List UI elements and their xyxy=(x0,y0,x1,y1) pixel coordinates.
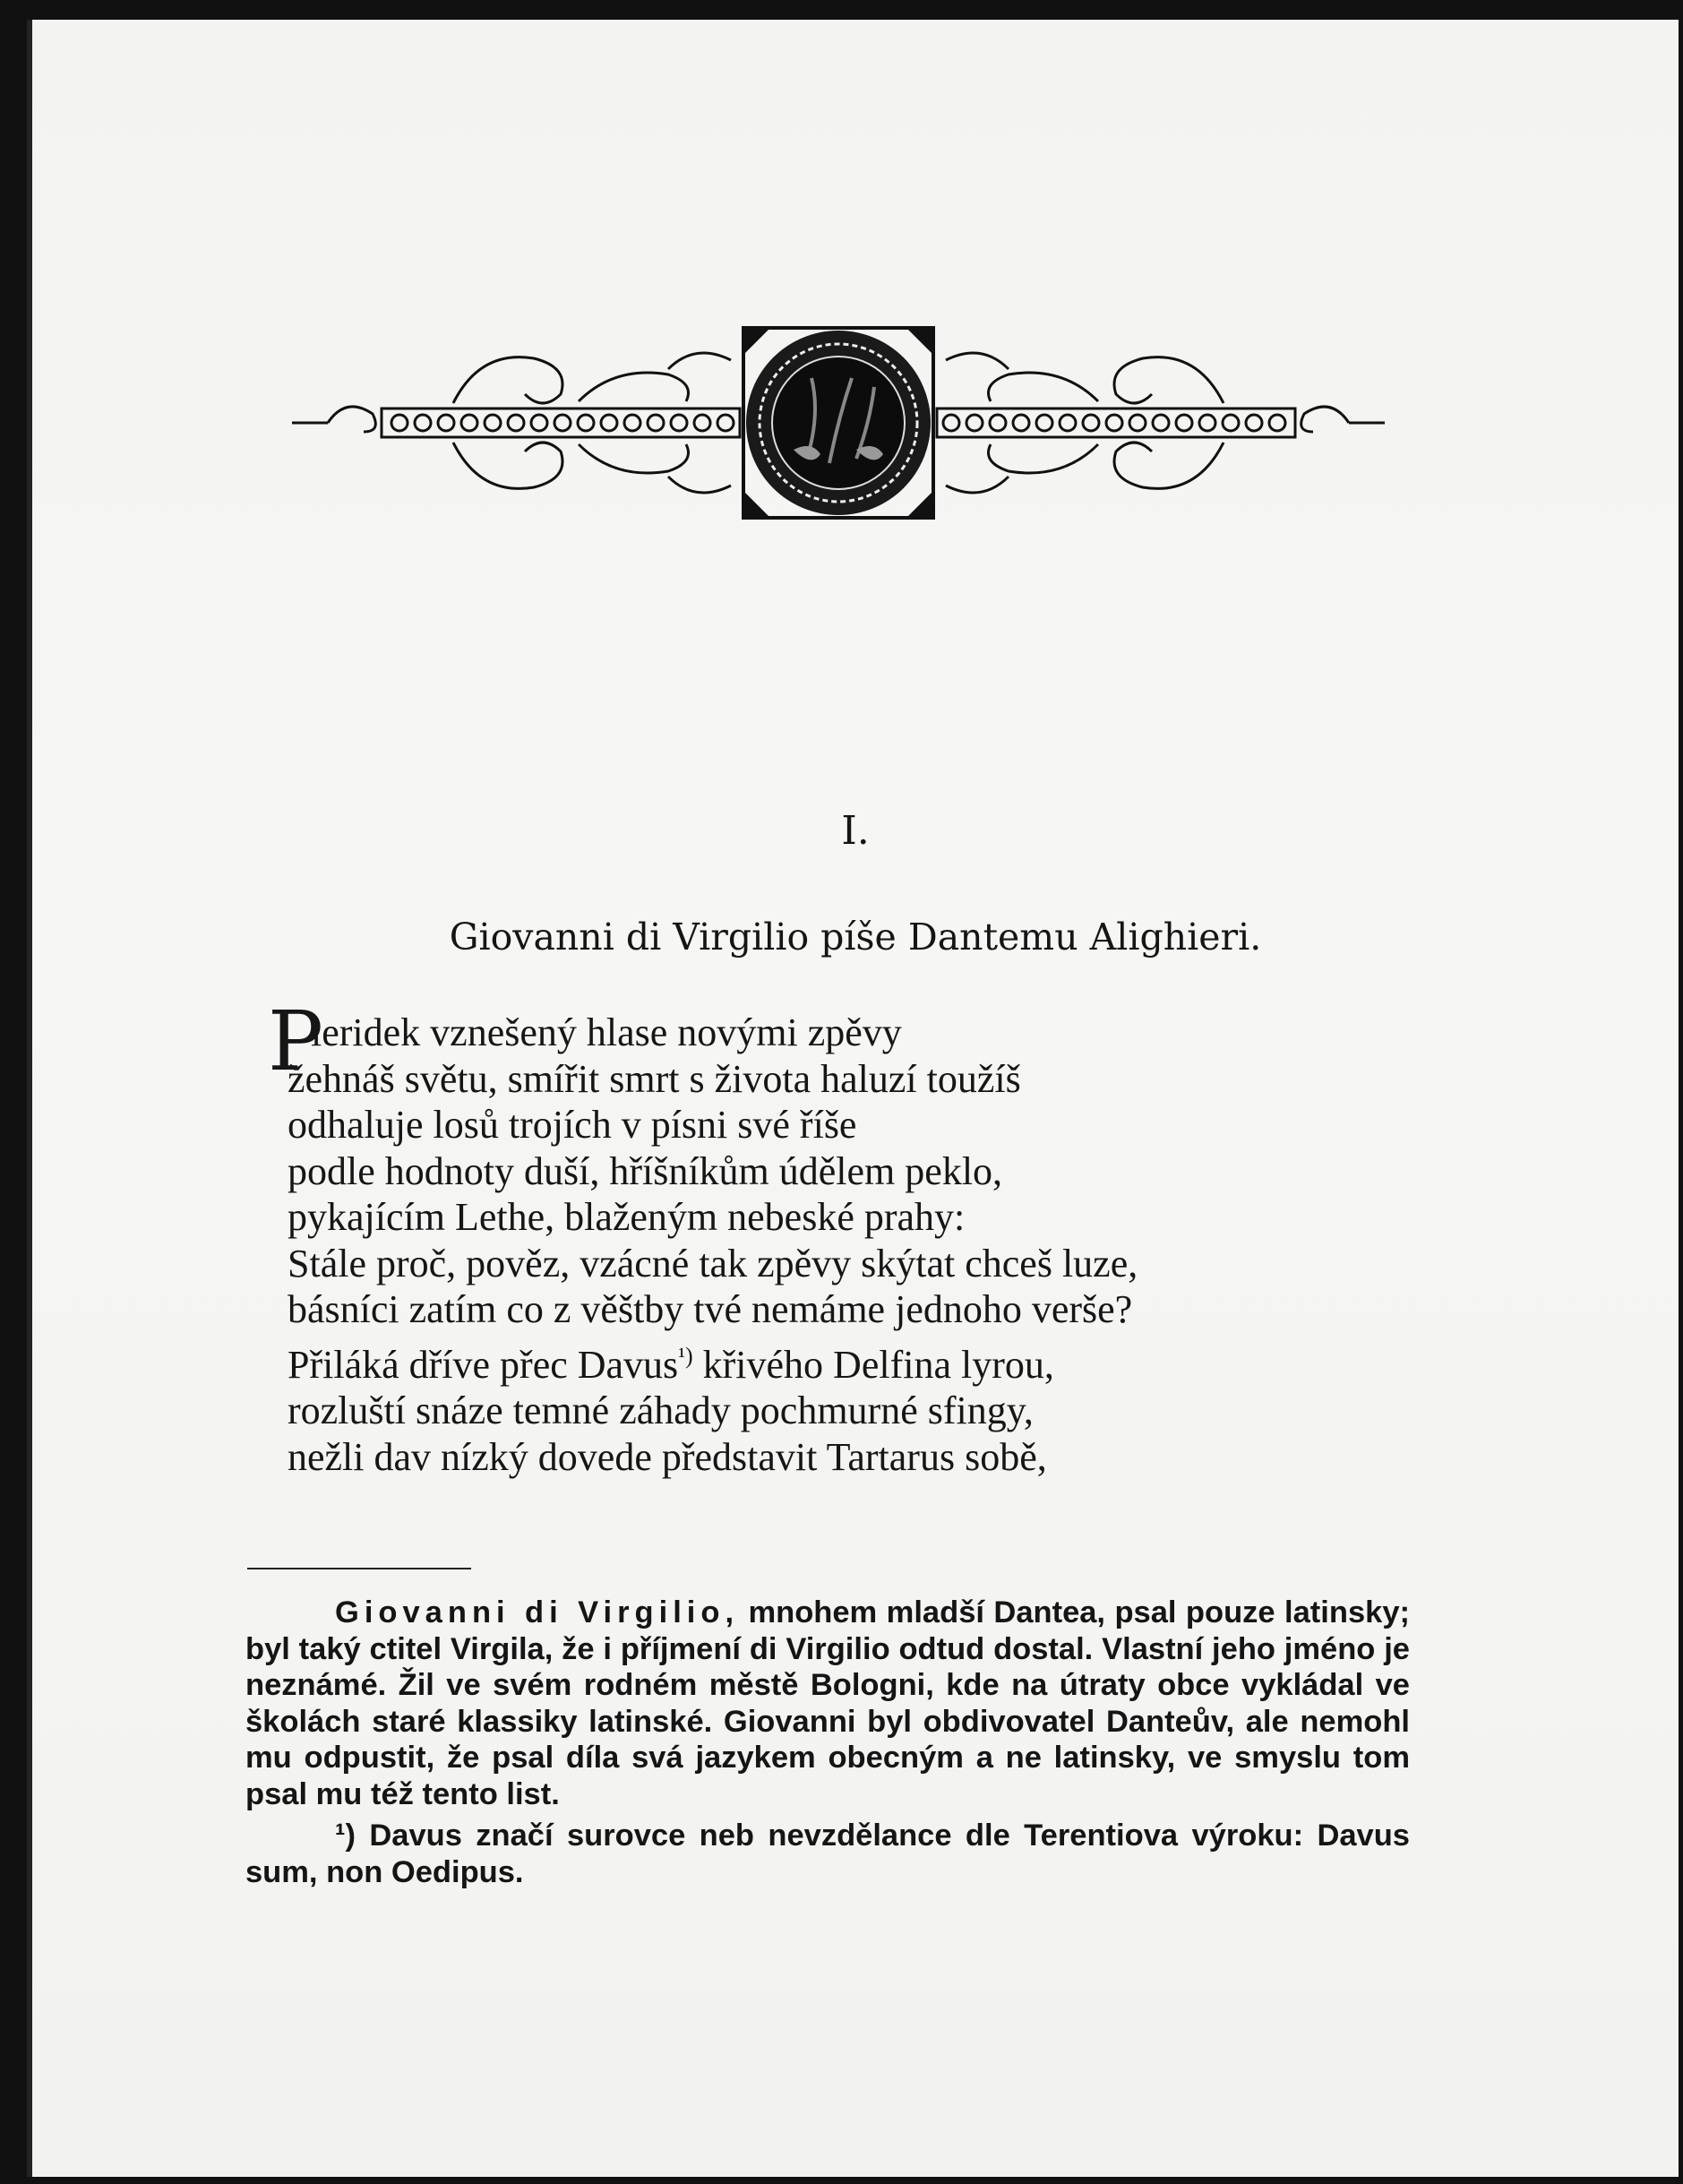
footnotes xyxy=(245,1595,1410,1896)
book-page xyxy=(27,20,1679,2177)
chapter-title: Giovanni di Virgilio píše Dantemu Alighieri. xyxy=(449,916,1262,959)
footnote-2 xyxy=(245,1818,1410,1890)
decorative-headpiece-ornament xyxy=(292,315,1385,530)
poem-line: pykajícím Lethe, blaženým nebeské prahy: xyxy=(288,1195,966,1239)
poem xyxy=(268,993,1452,1480)
footnote-text: Davus značí surovce neb nevzdělance dle Terentiova výroku: Davus sum, non Oedipus. xyxy=(245,1819,1410,1889)
poem-line-text: křivého Delfina lyrou, xyxy=(692,1342,1054,1387)
poem-line: žehnáš světu, smířit smrt s života haluzí toužíš xyxy=(288,1056,1021,1101)
drop-cap-letter: P xyxy=(268,993,323,1089)
footnote-separator xyxy=(247,1568,471,1569)
footnote-1 xyxy=(245,1595,1410,1812)
chapter-number: I. xyxy=(841,808,870,854)
footnote-marker: ¹) xyxy=(335,1819,356,1853)
poem-line: odhaluje losů trojích v písni své říše xyxy=(288,1103,857,1147)
poem-line: ieridek vznešený hlase novými zpěvy xyxy=(311,1010,902,1054)
poem-line: podle hodnoty duší, hříšníkům údělem peklo, xyxy=(288,1148,1003,1193)
poem-line: Stále proč, pověz, vzácné tak zpěvy skýtat chceš luze, xyxy=(288,1241,1138,1285)
footnote-name: Giovanni di Virgilio, xyxy=(335,1595,740,1629)
footnote-reference: ¹) xyxy=(678,1342,693,1369)
poem-line-text: Přiláká dříve přec Davus xyxy=(288,1342,679,1387)
poem-line xyxy=(288,1333,1452,1389)
poem-line: rozluští snáze temné záhady pochmurné sfingy, xyxy=(288,1389,1034,1432)
poem-line: nežli dav nízký dovede představit Tartarus sobě, xyxy=(288,1434,1047,1479)
footnote-text: mnohem mladší Dantea, psal pouze latinsky; byl taký ctitel Virgila, že i příjmení di Virgilio odtud dostal. Vlastní jeho jméno je neznámé. Žil ve svém rodném městě Bologni, kde na útraty obce vykládal ve školách staré klassiky latinské. Giovanni byl obdivovatel Danteův, ale nemohl mu odpustit, že psal díla svá jazykem obecným a ne latinsky, ve smyslu tom psal mu též tento list. xyxy=(245,1595,1410,1811)
poem-line: básníci zatím co z věštby tvé nemáme jednoho verše? xyxy=(288,1287,1133,1331)
